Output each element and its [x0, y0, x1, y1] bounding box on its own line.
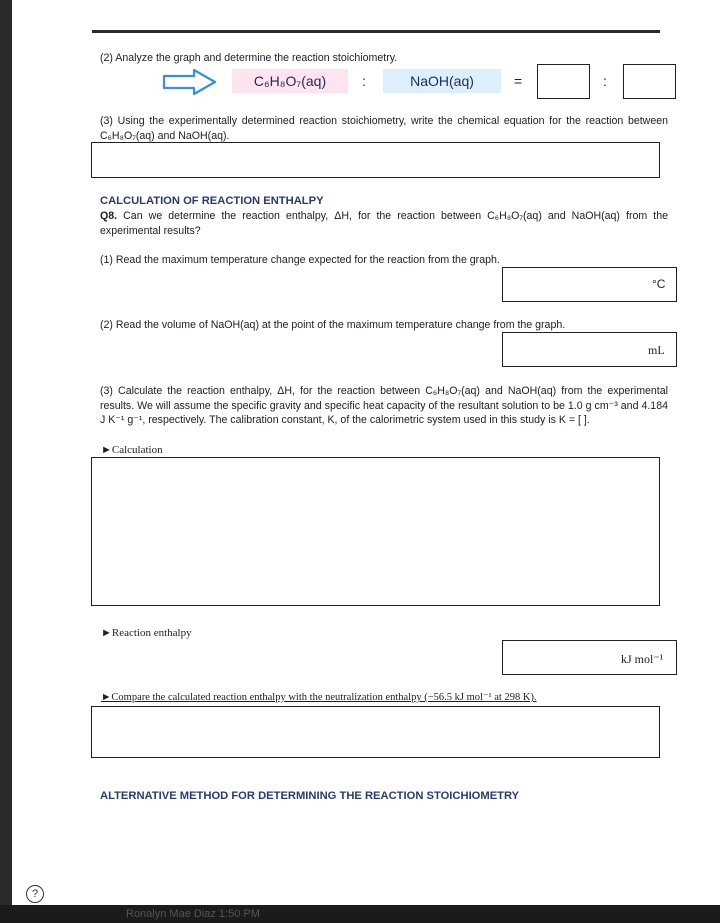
ml-unit: mL [648, 343, 665, 357]
equals-sign: = [514, 73, 523, 89]
kj-per-mol-unit: kJ mol⁻¹ [621, 652, 664, 666]
celsius-unit: °C [652, 277, 666, 291]
compare-text: ►Compare the calculated reaction enthalpy with the neutralization enthalpy (−56.5 kJ mol⁻¹ at 298 K). [101, 692, 537, 703]
arrow-right-icon [162, 68, 218, 96]
part1-text: (1) Read the maximum temperature change expected for the reaction from the graph. [100, 254, 500, 266]
reaction-enthalpy-label: ►Reaction enthalpy [101, 627, 192, 639]
ratio-colon: : [362, 73, 366, 89]
section-heading: CALCULATION OF REACTION ENTHALPY [100, 195, 324, 207]
chemical-equation-input[interactable] [91, 142, 660, 178]
bottom-bar [0, 905, 720, 923]
q8-label: Q8. [100, 210, 118, 222]
ratio-input-2[interactable] [623, 64, 676, 99]
reactant-naoh: NaOH(aq) [383, 69, 501, 93]
q2-label: (2) Analyze the graph and determine the reaction stoichiometry. [100, 52, 398, 64]
help-icon[interactable]: ? [26, 885, 44, 903]
alternative-method-heading: ALTERNATIVE METHOD FOR DETERMINING THE REACTION STOICHIOMETRY [100, 790, 520, 802]
calculation-input-area[interactable] [91, 457, 660, 606]
calculation-label: ►Calculation [101, 444, 163, 456]
footer-author-time: Ronalyn Mae Diaz 1:50 PM [126, 908, 260, 920]
top-rule [92, 30, 660, 33]
part2-text: (2) Read the volume of NaOH(aq) at the point of the maximum temperature change from the graph. [100, 319, 566, 331]
reactant-citric-acid: C₆H₈O₇(aq) [232, 69, 348, 93]
part3-text: (3) Calculate the reaction enthalpy, ΔH, for the reaction between C₆H₈O₇(aq) and NaOH(aq) from the experimental results. We will assume the specific gravity and specific heat capacity of the resultant solution to be 1.0 g cm⁻³ and 4.184 J K⁻¹ g⁻¹, respectively. The calibration constant, K, of the calorimetric system used in this study is K = [ ]. [100, 385, 668, 426]
q3-text: (3) Using the experimentally determined reaction stoichiometry, write the chemical equation for the reaction between C₆H₈O₇(aq) and NaOH(aq). [100, 115, 668, 142]
q8-text: Can we determine the reaction enthalpy, ΔH, for the reaction between C₆H₈O₇(aq) and NaOH(aq) from the experimental results? [100, 210, 668, 237]
compare-input-area[interactable] [91, 706, 660, 758]
q8-question [100, 209, 668, 238]
temperature-change-input[interactable] [502, 267, 677, 302]
left-edge-bar [0, 0, 12, 923]
ratio-input-1[interactable] [537, 64, 590, 99]
ratio-colon-2: : [603, 73, 607, 89]
